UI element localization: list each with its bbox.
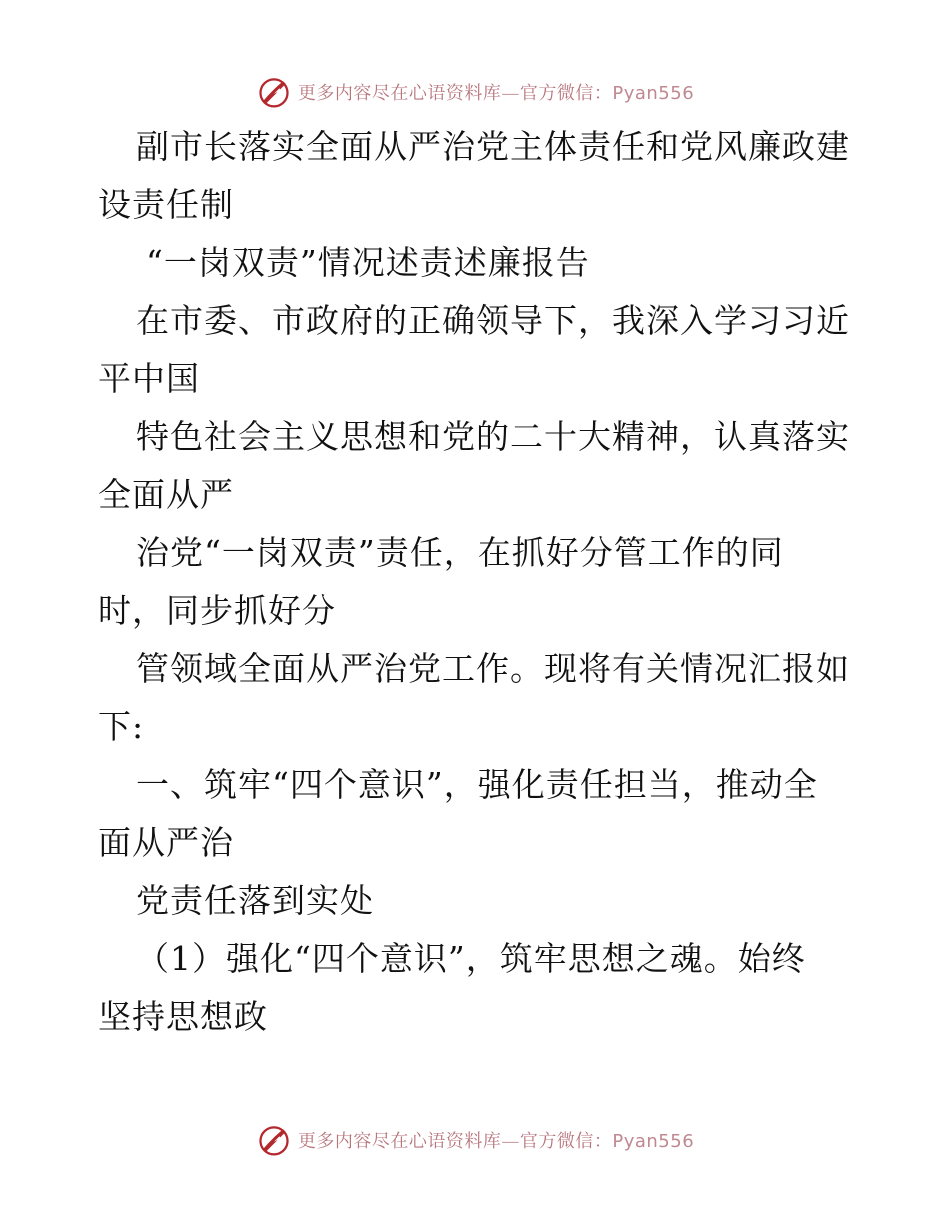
text-line: 特色社会主义思想和党的二十大精神，认真落实 [136, 417, 850, 456]
subsection-line: （1）强化“四个意识”，筑牢思想之魂。始终 [136, 939, 806, 978]
text-line: 全面从严 [98, 475, 234, 514]
document-body [98, 118, 858, 1046]
banner-wechat-id: Pyan556 [612, 1131, 695, 1152]
pen-nib-logo-icon [256, 1122, 292, 1158]
text-line: 平中国 [98, 359, 200, 398]
text-line: 时，同步抓好分 [98, 591, 336, 630]
banner-dash: — [501, 1131, 520, 1152]
banner-text [298, 79, 694, 105]
report-title-line: “一岗双责”情况述责述廉报告 [146, 243, 590, 282]
text-line: 管领域全面从严治党工作。现将有关情况汇报如 [136, 649, 850, 688]
banner-site-name: 更多内容尽在心语资料库 [297, 83, 502, 104]
banner-dash: — [501, 83, 520, 104]
text-line: 在市委、市政府的正确领导下，我深入学习习近 [136, 301, 850, 340]
section-heading-line: 党责任落到实处 [136, 881, 374, 920]
banner-wechat-label: 官方微信： [519, 83, 613, 104]
banner-text [298, 1127, 694, 1153]
text-line: 副市长落实全面从严治党主体责任和党风廉政建 [136, 127, 850, 166]
banner-site-name: 更多内容尽在心语资料库 [297, 1131, 502, 1152]
text-line: 下: [98, 707, 145, 746]
pen-nib-logo-icon [256, 74, 292, 110]
header-banner [0, 70, 950, 114]
banner-wechat-label: 官方微信： [519, 1131, 613, 1152]
text-line: 治党“一岗双责”责任，在抓好分管工作的同 [136, 533, 784, 572]
text-line: 设责任制 [98, 185, 234, 224]
footer-banner [0, 1118, 950, 1162]
banner-wechat-id: Pyan556 [612, 83, 695, 104]
text-line: 坚持思想政 [98, 997, 268, 1036]
section-heading-line: 一、筑牢“四个意识”，强化责任担当，推动全 [136, 765, 818, 804]
section-heading-line: 面从严治 [98, 823, 234, 862]
